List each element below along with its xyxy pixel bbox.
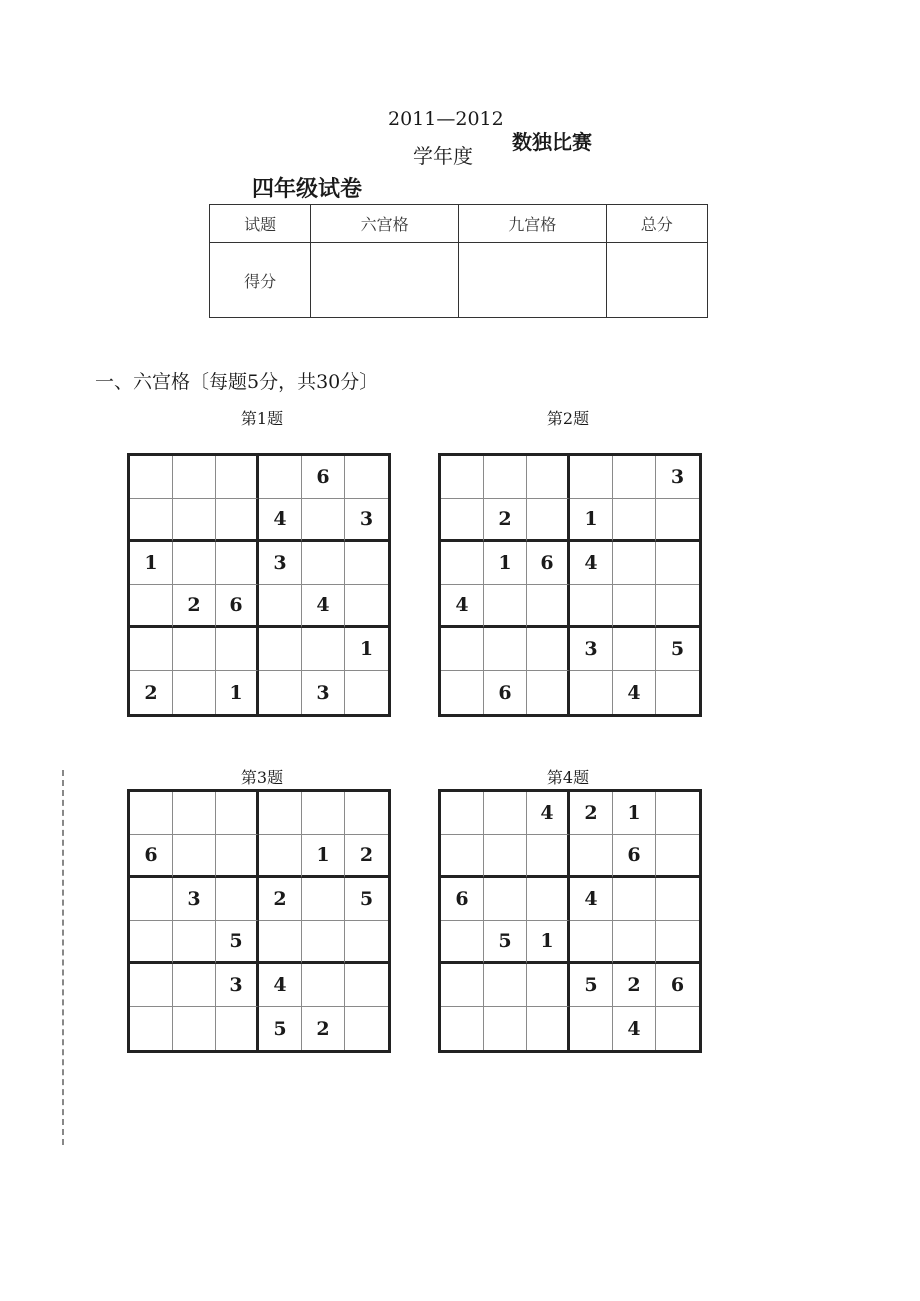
sudoku-empty-cell[interactable] [302, 499, 345, 542]
sudoku-empty-cell[interactable] [484, 878, 527, 921]
sudoku-given-cell: 4 [302, 585, 345, 628]
sudoku-given-cell: 2 [613, 964, 656, 1007]
sudoku-empty-cell[interactable] [173, 456, 216, 499]
sudoku-empty-cell[interactable] [441, 628, 484, 671]
sudoku-empty-cell[interactable] [527, 671, 570, 714]
sudoku-given-cell: 3 [656, 456, 699, 499]
sudoku-given-cell: 5 [345, 878, 388, 921]
sudoku-empty-cell[interactable] [656, 499, 699, 542]
sudoku-empty-cell[interactable] [216, 456, 259, 499]
sudoku-given-cell: 2 [484, 499, 527, 542]
sudoku-given-cell: 5 [656, 628, 699, 671]
contest-title: 数独比赛 [512, 130, 592, 154]
sudoku-empty-cell[interactable] [484, 628, 527, 671]
sudoku-given-cell: 5 [484, 921, 527, 964]
sudoku-empty-cell[interactable] [570, 671, 613, 714]
sudoku-empty-cell[interactable] [345, 921, 388, 964]
sudoku-empty-cell[interactable] [527, 628, 570, 671]
puzzle-3-label: 第3题 [240, 768, 284, 787]
puzzle-1-label: 第1题 [240, 409, 284, 428]
score-cell-six-grid[interactable] [311, 243, 459, 318]
sudoku-empty-cell[interactable] [570, 921, 613, 964]
sudoku-given-cell: 3 [302, 671, 345, 714]
sudoku-empty-cell[interactable] [302, 792, 345, 835]
sudoku-given-cell: 6 [441, 878, 484, 921]
score-row-label: 得分 [210, 243, 311, 318]
sudoku-given-cell: 1 [613, 792, 656, 835]
sudoku-empty-cell[interactable] [613, 628, 656, 671]
sudoku-given-cell: 3 [216, 964, 259, 1007]
sudoku-empty-cell[interactable] [613, 585, 656, 628]
puzzle-4-label: 第4题 [546, 768, 590, 787]
section-title: 一、六宫格〔每题5分，共30分〕 [95, 371, 379, 393]
sudoku-empty-cell[interactable] [259, 921, 302, 964]
sudoku-empty-cell[interactable] [656, 671, 699, 714]
sudoku-empty-cell[interactable] [216, 792, 259, 835]
puzzle-1-grid [127, 453, 391, 717]
sudoku-empty-cell[interactable] [484, 964, 527, 1007]
sudoku-empty-cell[interactable] [527, 1007, 570, 1050]
sudoku-empty-cell[interactable] [656, 585, 699, 628]
sudoku-empty-cell[interactable] [441, 964, 484, 1007]
sudoku-given-cell: 6 [613, 835, 656, 878]
sudoku-given-cell: 6 [130, 835, 173, 878]
sudoku-empty-cell[interactable] [130, 964, 173, 1007]
sudoku-given-cell: 6 [302, 456, 345, 499]
score-table-header-row [210, 205, 708, 243]
sudoku-given-cell: 2 [345, 835, 388, 878]
sudoku-empty-cell[interactable] [345, 542, 388, 585]
sudoku-empty-cell[interactable] [259, 585, 302, 628]
sudoku-empty-cell[interactable] [173, 671, 216, 714]
sudoku-empty-cell[interactable] [613, 456, 656, 499]
sudoku-empty-cell[interactable] [302, 964, 345, 1007]
sudoku-empty-cell[interactable] [441, 499, 484, 542]
year-range: 2011—2012 [388, 108, 504, 130]
sudoku-empty-cell[interactable] [130, 585, 173, 628]
sudoku-given-cell: 3 [345, 499, 388, 542]
school-year: 学年度 [413, 144, 473, 168]
puzzle-2-grid [438, 453, 702, 717]
sudoku-empty-cell[interactable] [484, 835, 527, 878]
sudoku-given-cell: 2 [259, 878, 302, 921]
sudoku-given-cell: 3 [259, 542, 302, 585]
sudoku-given-cell: 5 [570, 964, 613, 1007]
sudoku-empty-cell[interactable] [345, 456, 388, 499]
binding-dashed-line [62, 770, 64, 1145]
sudoku-empty-cell[interactable] [130, 792, 173, 835]
sudoku-empty-cell[interactable] [173, 1007, 216, 1050]
sudoku-empty-cell[interactable] [259, 792, 302, 835]
sudoku-empty-cell[interactable] [441, 921, 484, 964]
sudoku-given-cell: 1 [570, 499, 613, 542]
score-header-total: 总分 [606, 205, 707, 243]
sudoku-empty-cell[interactable] [656, 921, 699, 964]
sudoku-empty-cell[interactable] [216, 628, 259, 671]
sudoku-empty-cell[interactable] [527, 835, 570, 878]
sudoku-empty-cell[interactable] [130, 1007, 173, 1050]
sudoku-empty-cell[interactable] [130, 456, 173, 499]
sudoku-given-cell: 1 [130, 542, 173, 585]
sudoku-empty-cell[interactable] [570, 456, 613, 499]
sudoku-empty-cell[interactable] [484, 585, 527, 628]
score-table-score-row [210, 243, 708, 318]
sudoku-given-cell: 4 [259, 964, 302, 1007]
sudoku-empty-cell[interactable] [613, 499, 656, 542]
puzzle-3-grid [127, 789, 391, 1053]
score-table [209, 204, 708, 318]
sudoku-empty-cell[interactable] [527, 964, 570, 1007]
sudoku-empty-cell[interactable] [441, 792, 484, 835]
sudoku-given-cell: 3 [173, 878, 216, 921]
puzzle-2-label: 第2题 [546, 409, 590, 428]
sudoku-empty-cell[interactable] [259, 456, 302, 499]
sudoku-empty-cell[interactable] [130, 499, 173, 542]
sudoku-given-cell: 6 [216, 585, 259, 628]
sudoku-given-cell: 1 [345, 628, 388, 671]
sudoku-empty-cell[interactable] [216, 542, 259, 585]
sudoku-given-cell: 2 [173, 585, 216, 628]
sudoku-empty-cell[interactable] [441, 542, 484, 585]
sudoku-empty-cell[interactable] [613, 921, 656, 964]
puzzle-4-grid [438, 789, 702, 1053]
score-header-nine-grid: 九宫格 [458, 205, 606, 243]
sudoku-given-cell: 6 [484, 671, 527, 714]
sudoku-empty-cell[interactable] [441, 835, 484, 878]
sudoku-empty-cell[interactable] [527, 878, 570, 921]
sudoku-empty-cell[interactable] [613, 542, 656, 585]
sudoku-empty-cell[interactable] [173, 792, 216, 835]
sudoku-given-cell: 1 [484, 542, 527, 585]
sudoku-given-cell: 4 [570, 542, 613, 585]
sudoku-empty-cell[interactable] [527, 499, 570, 542]
sudoku-given-cell: 2 [570, 792, 613, 835]
sudoku-empty-cell[interactable] [345, 671, 388, 714]
sudoku-empty-cell[interactable] [345, 585, 388, 628]
sudoku-empty-cell[interactable] [216, 499, 259, 542]
sudoku-given-cell: 6 [656, 964, 699, 1007]
sudoku-empty-cell[interactable] [302, 921, 345, 964]
sudoku-empty-cell[interactable] [527, 585, 570, 628]
sudoku-empty-cell[interactable] [173, 921, 216, 964]
sudoku-given-cell: 4 [441, 585, 484, 628]
score-header-item: 试题 [210, 205, 311, 243]
sudoku-empty-cell[interactable] [484, 456, 527, 499]
sudoku-given-cell: 4 [527, 792, 570, 835]
sudoku-empty-cell[interactable] [656, 878, 699, 921]
sudoku-given-cell: 1 [302, 835, 345, 878]
sudoku-empty-cell[interactable] [130, 628, 173, 671]
sudoku-empty-cell[interactable] [570, 835, 613, 878]
sudoku-empty-cell[interactable] [130, 921, 173, 964]
sudoku-given-cell: 5 [216, 921, 259, 964]
sudoku-empty-cell[interactable] [302, 542, 345, 585]
sudoku-empty-cell[interactable] [259, 835, 302, 878]
sudoku-given-cell: 4 [570, 878, 613, 921]
score-cell-total[interactable] [606, 243, 707, 318]
score-cell-nine-grid[interactable] [458, 243, 606, 318]
sudoku-empty-cell[interactable] [527, 456, 570, 499]
sudoku-empty-cell[interactable] [130, 878, 173, 921]
sudoku-empty-cell[interactable] [484, 1007, 527, 1050]
sudoku-empty-cell[interactable] [302, 878, 345, 921]
sudoku-empty-cell[interactable] [656, 1007, 699, 1050]
sudoku-empty-cell[interactable] [173, 835, 216, 878]
sudoku-empty-cell[interactable] [216, 835, 259, 878]
sudoku-given-cell: 4 [259, 499, 302, 542]
sudoku-empty-cell[interactable] [570, 585, 613, 628]
sudoku-empty-cell[interactable] [345, 964, 388, 1007]
sudoku-given-cell: 2 [130, 671, 173, 714]
sudoku-given-cell: 4 [613, 1007, 656, 1050]
sudoku-empty-cell[interactable] [345, 1007, 388, 1050]
sudoku-empty-cell[interactable] [441, 1007, 484, 1050]
sudoku-empty-cell[interactable] [173, 628, 216, 671]
paper-title: 四年级试卷 [252, 177, 363, 202]
sudoku-empty-cell[interactable] [259, 628, 302, 671]
sudoku-empty-cell[interactable] [656, 792, 699, 835]
sudoku-empty-cell[interactable] [441, 456, 484, 499]
sudoku-given-cell: 1 [527, 921, 570, 964]
sudoku-given-cell: 5 [259, 1007, 302, 1050]
sudoku-empty-cell[interactable] [173, 499, 216, 542]
sudoku-empty-cell[interactable] [613, 878, 656, 921]
sudoku-empty-cell[interactable] [484, 792, 527, 835]
sudoku-given-cell: 4 [613, 671, 656, 714]
sudoku-given-cell: 1 [216, 671, 259, 714]
sudoku-empty-cell[interactable] [345, 792, 388, 835]
sudoku-empty-cell[interactable] [259, 671, 302, 714]
sudoku-empty-cell[interactable] [216, 878, 259, 921]
sudoku-given-cell: 6 [527, 542, 570, 585]
sudoku-empty-cell[interactable] [441, 671, 484, 714]
sudoku-empty-cell[interactable] [302, 628, 345, 671]
sudoku-given-cell: 3 [570, 628, 613, 671]
sudoku-empty-cell[interactable] [656, 542, 699, 585]
sudoku-empty-cell[interactable] [216, 1007, 259, 1050]
sudoku-empty-cell[interactable] [656, 835, 699, 878]
sudoku-given-cell: 2 [302, 1007, 345, 1050]
sudoku-empty-cell[interactable] [173, 964, 216, 1007]
sudoku-empty-cell[interactable] [173, 542, 216, 585]
sudoku-empty-cell[interactable] [570, 1007, 613, 1050]
score-header-six-grid: 六宫格 [311, 205, 459, 243]
